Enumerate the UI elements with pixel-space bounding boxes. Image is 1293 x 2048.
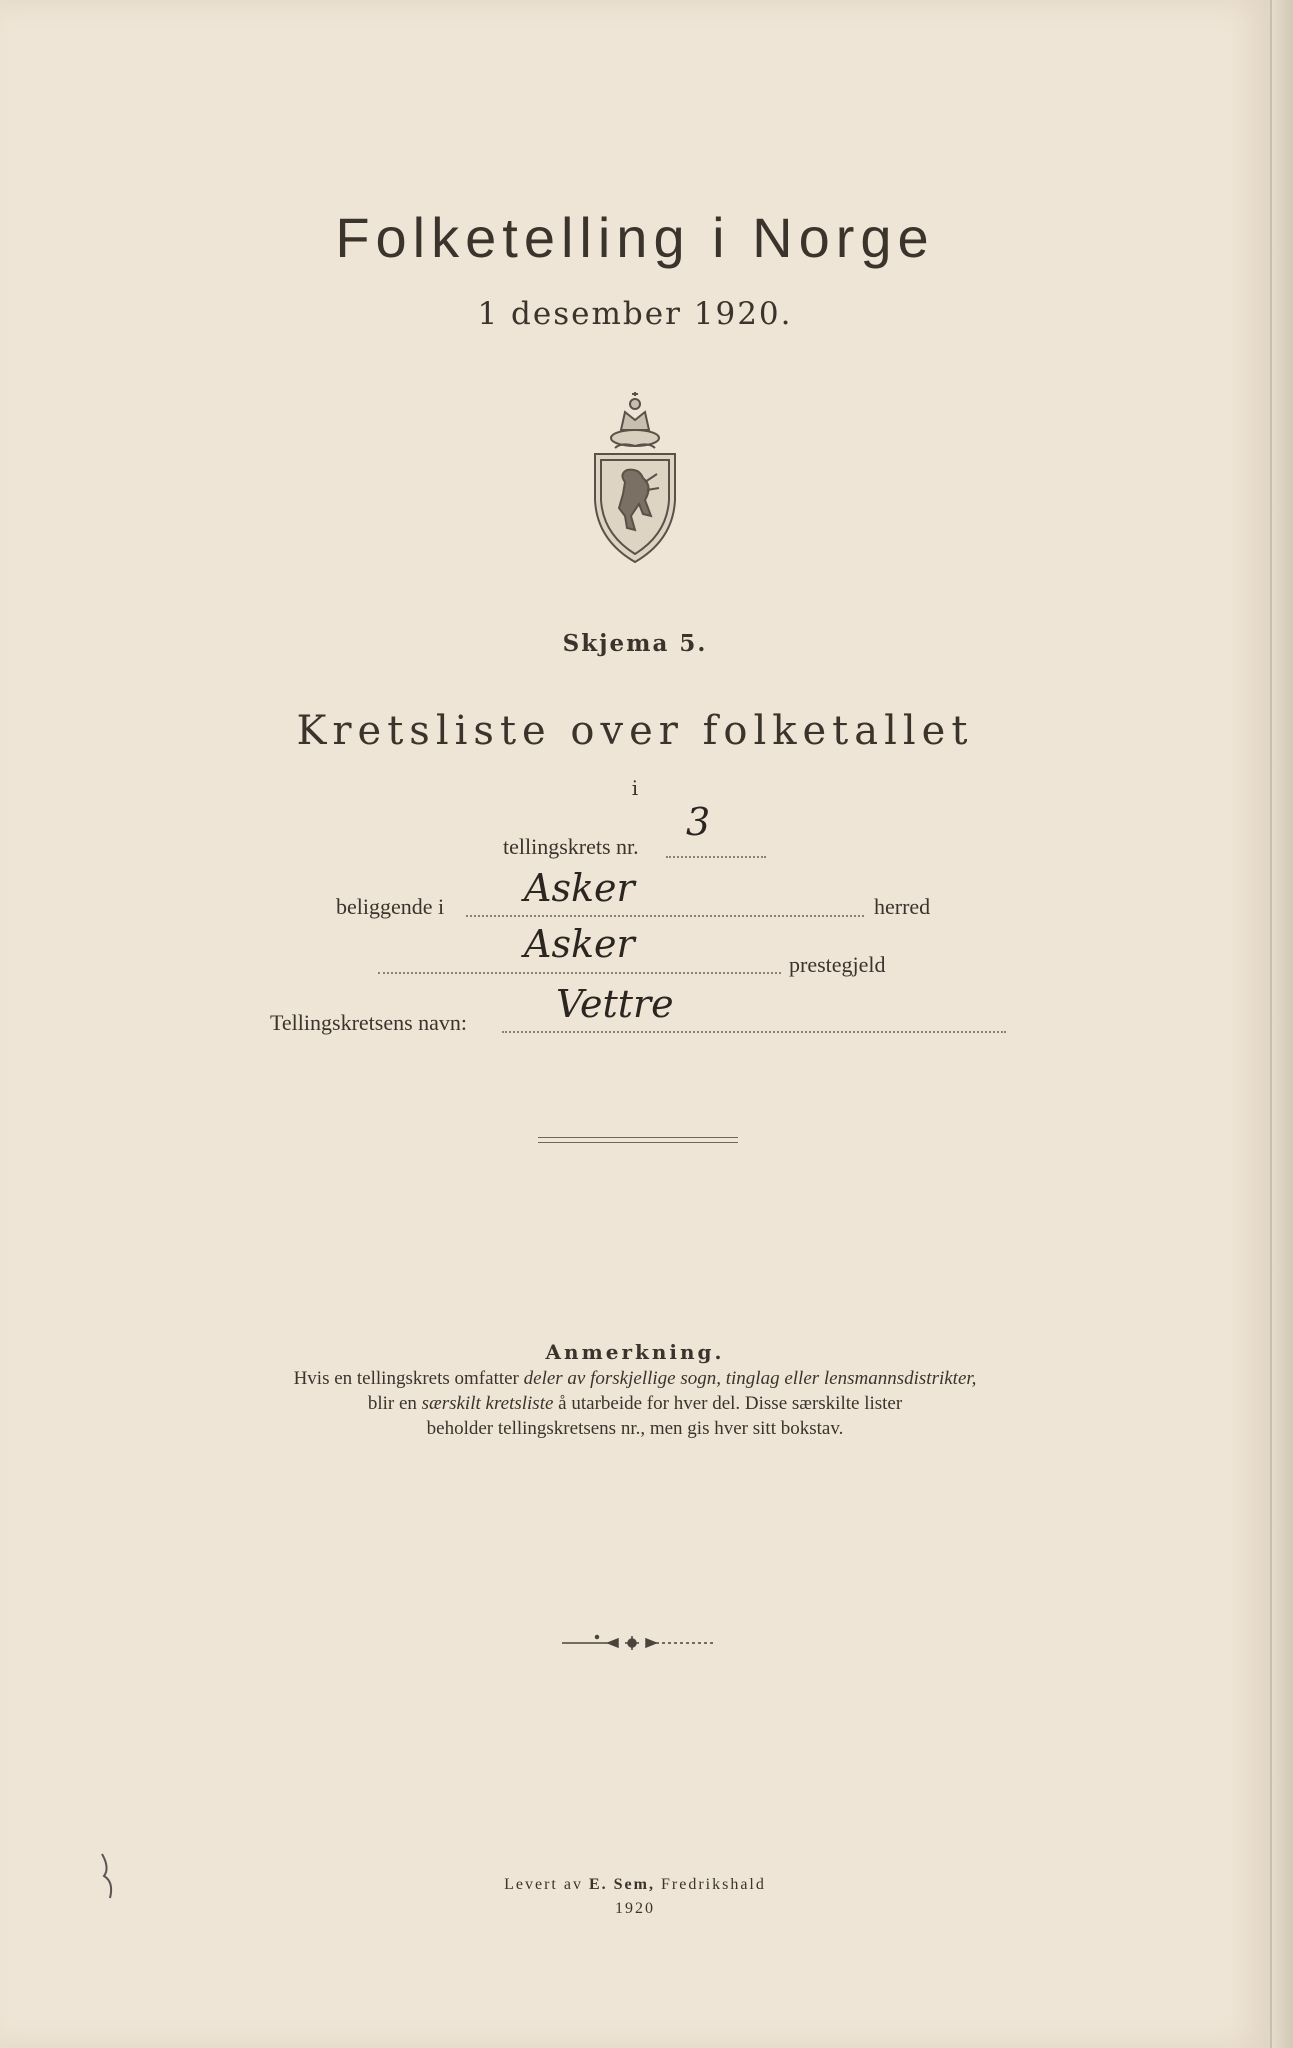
- note-title: Anmerkning.: [545, 1340, 725, 1364]
- herred-value: Asker: [524, 866, 635, 910]
- krets-label: tellingskrets nr.: [503, 834, 639, 859]
- divider-top: [538, 1137, 738, 1138]
- herred-line: [466, 915, 864, 917]
- herred-label: herred: [874, 894, 931, 919]
- note-line3: beholder tellingskretsens nr., men gis hver sitt bokstav.: [426, 1418, 844, 1439]
- note-line1-italic: deler av forskjellige sogn, tinglag eller lensmannsdistrikter,: [523, 1368, 977, 1389]
- ornament-divider-icon: [560, 1633, 715, 1657]
- census-date: 1 desember 1920.: [477, 296, 793, 332]
- note-line2-end: å utarbeide for hver del. Disse særskilte lister: [553, 1393, 903, 1414]
- prestegjeld-line: [378, 972, 781, 974]
- printer-place: Fredrikshald: [654, 1876, 766, 1893]
- divider-bottom: [538, 1142, 738, 1143]
- navn-line: [502, 1031, 1006, 1033]
- prestegjeld-label: prestegjeld: [789, 952, 886, 977]
- note-line2-italic: særskilt kretsliste: [421, 1393, 554, 1414]
- printer-name: E. Sem,: [588, 1876, 655, 1893]
- pencil-mark-icon: [96, 1852, 126, 1906]
- note-line2-start: blir en: [367, 1393, 422, 1414]
- note-line1-start: Hvis en tellingskrets omfatter: [293, 1368, 524, 1389]
- printer-prefix: Levert av: [504, 1876, 589, 1893]
- beliggende-label: beliggende i: [336, 894, 445, 919]
- krets-value: 3: [686, 800, 711, 844]
- form-heading: Kretsliste over folketallet: [296, 708, 974, 754]
- prestegjeld-value: Asker: [524, 922, 635, 966]
- schema-number: Skjema 5.: [562, 630, 708, 657]
- krets-line: [666, 856, 766, 858]
- note-text: [0, 1366, 1270, 1441]
- norwegian-coat-of-arms-icon: [585, 390, 685, 569]
- printer-credit: [0, 1873, 1270, 1921]
- navn-value: Vettre: [556, 982, 674, 1026]
- heading-connector: i: [631, 776, 639, 800]
- page-title: Folketelling i Norge: [335, 206, 935, 269]
- page-edge: [1272, 0, 1293, 2048]
- navn-label: Tellingskretsens navn:: [270, 1010, 468, 1035]
- printer-year: 1920: [615, 1900, 655, 1917]
